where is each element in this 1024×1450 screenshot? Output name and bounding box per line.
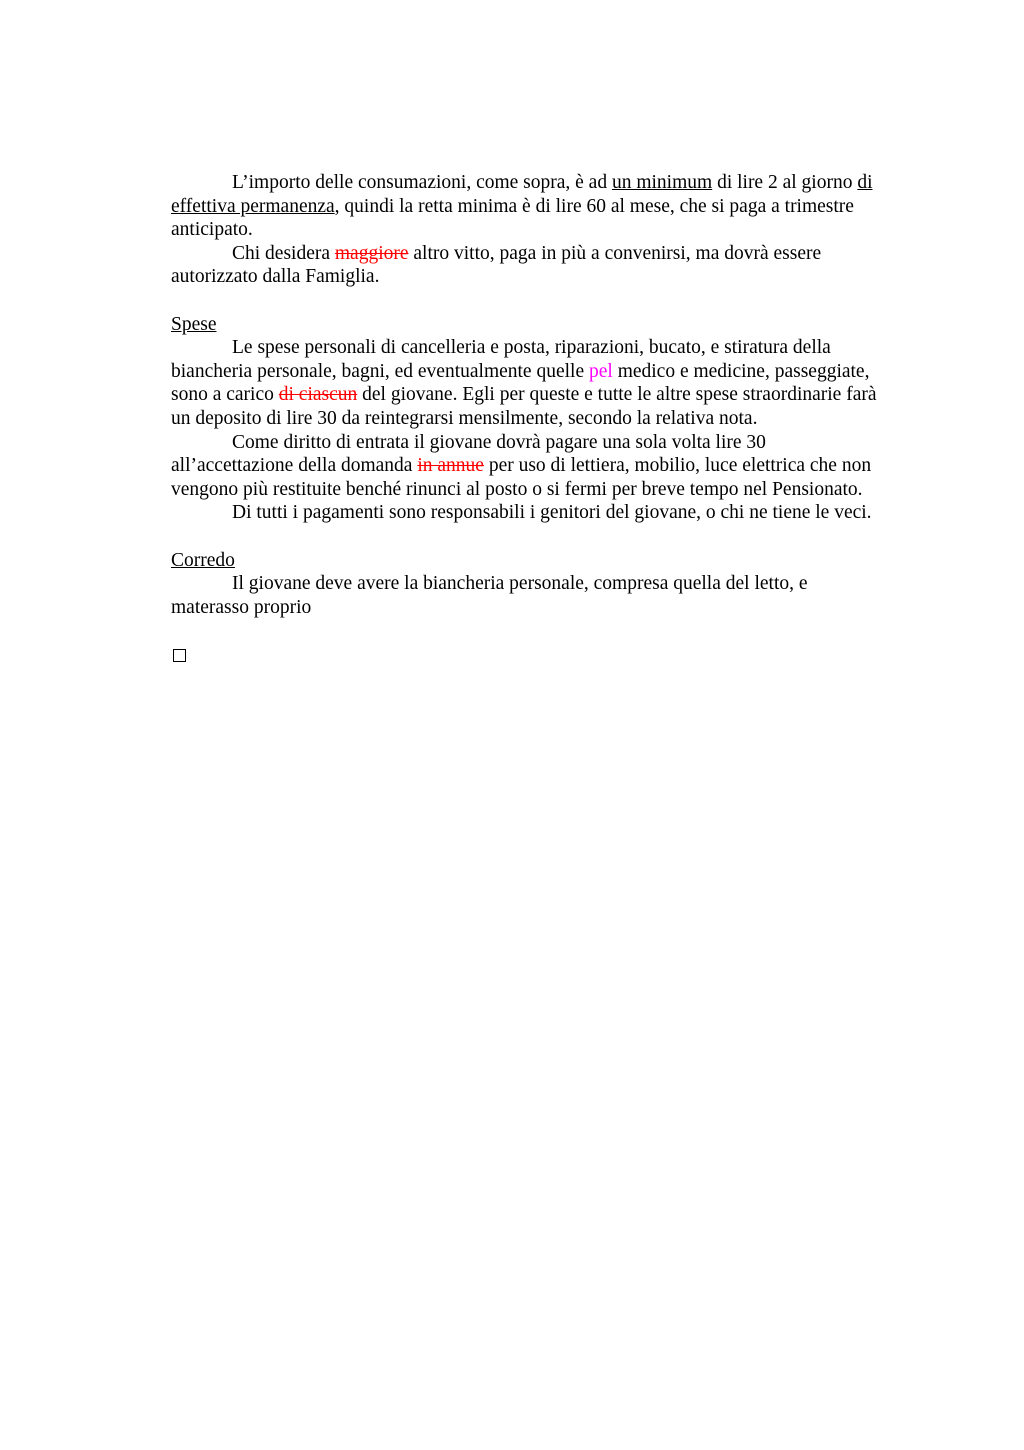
deleted-text: di ciascun bbox=[278, 384, 358, 406]
text-run: vengono più restituite benché rinunci al posto o si fermi per breve tempo nel Pensionato. bbox=[171, 478, 863, 500]
paragraph-spese-line-2 bbox=[171, 360, 921, 384]
paragraph-vitto-line-1 bbox=[171, 242, 921, 266]
inserted-text: pel bbox=[588, 360, 613, 382]
deleted-text: in annue bbox=[417, 455, 484, 477]
text-run: Come diritto di entrata il giovane dovrà pagare una sola volta lire 30 bbox=[232, 431, 766, 453]
text-run: , quindi la retta minima è di lire 60 al mese, che si paga a trimestre bbox=[334, 195, 854, 217]
text-run: anticipato. bbox=[171, 219, 253, 241]
text-run: di lire 2 al giorno bbox=[712, 172, 858, 193]
paragraph-entrata-line-2 bbox=[171, 454, 921, 478]
text-run: Di tutti i pagamenti sono responsabili i genitori del giovane, o chi ne tiene le veci. bbox=[232, 502, 872, 524]
heading-corredo bbox=[171, 549, 921, 573]
blank-line bbox=[171, 289, 921, 313]
text-run: sono a carico bbox=[171, 384, 279, 406]
heading-spese bbox=[171, 313, 921, 337]
text-run: altro vitto, paga in più a convenirsi, ma dovrà essere bbox=[408, 242, 822, 264]
blank-line bbox=[171, 525, 921, 549]
text-run: Le spese personali di cancelleria e posta, riparazioni, bucato, e stiratura della bbox=[232, 337, 831, 359]
text-run: un deposito di lire 30 da reintegrarsi mensilmente, secondo la relativa nota. bbox=[171, 407, 758, 429]
text-run: del giovane. Egli per queste e tutte le altre spese straordinarie farà bbox=[357, 384, 877, 406]
paragraph-importo-line-1 bbox=[171, 171, 921, 195]
text-run: autorizzato dalla Famiglia. bbox=[171, 266, 380, 288]
text-run: L’importo delle consumazioni, come sopra, è ad bbox=[232, 172, 612, 193]
underlined-text: di bbox=[857, 172, 873, 193]
paragraph-entrata-line-1 bbox=[171, 431, 921, 455]
paragraph-importo-line-3 bbox=[171, 218, 921, 242]
text-run: per uso di lettiera, mobilio, luce elettrica che non bbox=[483, 455, 872, 477]
paragraph-spese-line-1 bbox=[171, 336, 921, 360]
text-run: Il giovane deve avere la biancheria personale, compresa quella del letto, e bbox=[232, 573, 808, 595]
paragraph-pagamenti-line-1 bbox=[171, 501, 921, 525]
heading-text: Corredo bbox=[171, 549, 235, 571]
underlined-text: effettiva permanenza bbox=[171, 195, 335, 217]
blank-line bbox=[171, 619, 921, 643]
text-run: biancheria personale, bagni, ed eventualmente quelle bbox=[171, 360, 589, 382]
checkbox-line bbox=[171, 643, 921, 667]
paragraph-corredo-line-1 bbox=[171, 572, 921, 596]
empty-square-icon bbox=[173, 649, 186, 662]
text-run: Chi desidera bbox=[232, 242, 335, 264]
paragraph-vitto-line-2 bbox=[171, 265, 921, 289]
paragraph-spese-line-3 bbox=[171, 383, 921, 407]
heading-text: Spese bbox=[171, 313, 217, 335]
paragraph-importo-line-2 bbox=[171, 195, 921, 219]
document-page bbox=[171, 171, 921, 666]
underlined-text: un minimum bbox=[611, 172, 713, 193]
paragraph-entrata-line-3 bbox=[171, 478, 921, 502]
text-run: all’accettazione della domanda bbox=[171, 455, 418, 477]
paragraph-corredo-line-2 bbox=[171, 596, 921, 620]
paragraph-spese-line-4 bbox=[171, 407, 921, 431]
text-run: medico e medicine, passeggiate, bbox=[612, 360, 870, 382]
text-run: materasso proprio bbox=[171, 596, 312, 618]
deleted-text: maggiore bbox=[334, 242, 409, 264]
